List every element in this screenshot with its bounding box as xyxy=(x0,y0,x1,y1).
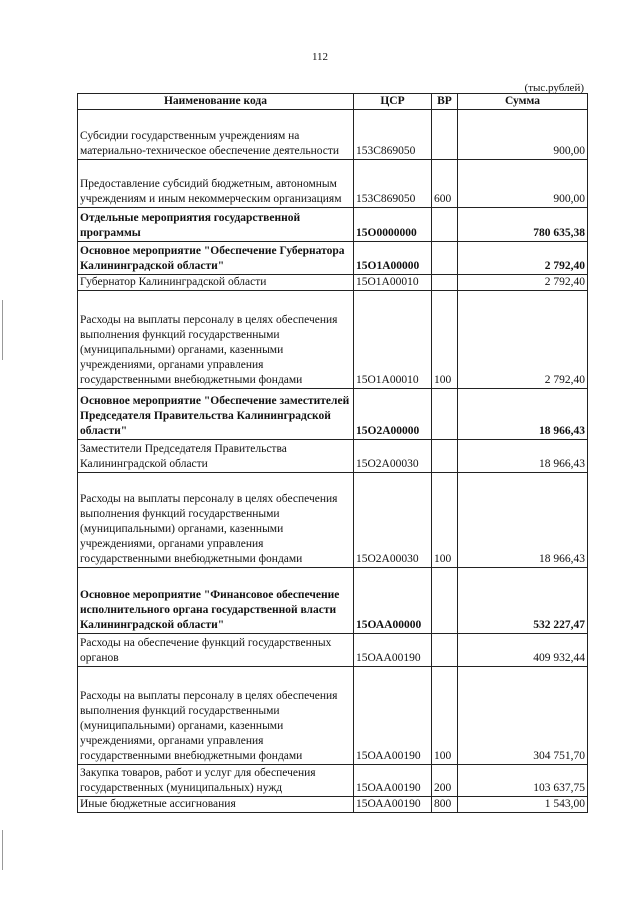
row-sum: 2 792,40 xyxy=(458,291,588,389)
header-name: Наименование кода xyxy=(78,94,354,110)
row-name: Иные бюджетные ассигнования xyxy=(78,797,354,813)
row-sum: 409 932,44 xyxy=(458,634,588,667)
header-sum: Сумма xyxy=(458,94,588,110)
row-csr: 15О0000000 xyxy=(354,208,432,242)
table-row xyxy=(78,568,588,634)
row-csr: 15ОАА00190 xyxy=(354,667,432,765)
row-sum: 532 227,47 xyxy=(458,568,588,634)
scan-edge-mark xyxy=(2,300,3,360)
row-sum: 900,00 xyxy=(458,110,588,160)
table-row xyxy=(78,160,588,208)
row-sum: 900,00 xyxy=(458,160,588,208)
budget-table xyxy=(77,93,588,813)
row-name: Расходы на обеспечение функций государственных органов xyxy=(78,634,354,667)
row-name: Расходы на выплаты персоналу в целях обеспечения выполнения функций государственными (муниципальными) органами, казенными учреждениями, органами управления государственными внебюджетными фондами xyxy=(78,473,354,568)
row-vr xyxy=(432,208,458,242)
row-csr: 153С869050 xyxy=(354,160,432,208)
table-row xyxy=(78,275,588,291)
row-name: Губернатор Калининградской области xyxy=(78,275,354,291)
row-vr: 100 xyxy=(432,667,458,765)
row-sum: 1 543,00 xyxy=(458,797,588,813)
row-csr: 15О2А00000 xyxy=(354,389,432,440)
row-csr: 15О1А00000 xyxy=(354,242,432,275)
row-vr xyxy=(432,634,458,667)
row-csr: 15О2А00030 xyxy=(354,473,432,568)
row-vr: 800 xyxy=(432,797,458,813)
row-csr: 15О2А00030 xyxy=(354,440,432,473)
row-name: Закупка товаров, работ и услуг для обеспечения государственных (муниципальных) нужд xyxy=(78,765,354,797)
table-header-row xyxy=(78,94,588,110)
table-row xyxy=(78,667,588,765)
table-row xyxy=(78,291,588,389)
row-sum: 18 966,43 xyxy=(458,473,588,568)
row-vr xyxy=(432,110,458,160)
row-sum: 2 792,40 xyxy=(458,275,588,291)
row-name: Расходы на выплаты персоналу в целях обеспечения выполнения функций государственными (муниципальными) органами, казенными учреждениями, органами управления государственными внебюджетными фондами xyxy=(78,667,354,765)
header-csr: ЦСР xyxy=(354,94,432,110)
row-vr xyxy=(432,242,458,275)
header-vr: ВР xyxy=(432,94,458,110)
table-row xyxy=(78,473,588,568)
row-name: Основное мероприятие "Обеспечение Губернатора Калининградской области" xyxy=(78,242,354,275)
scan-edge-mark xyxy=(2,830,3,870)
row-name: Заместители Председателя Правительства Калининградской области xyxy=(78,440,354,473)
row-vr xyxy=(432,389,458,440)
row-name: Отдельные мероприятия государственной программы xyxy=(78,208,354,242)
row-sum: 304 751,70 xyxy=(458,667,588,765)
table-row xyxy=(78,110,588,160)
row-name: Предоставление субсидий бюджетным, автономным учреждениям и иным некоммерческим организациям xyxy=(78,160,354,208)
table-row xyxy=(78,208,588,242)
row-vr: 200 xyxy=(432,765,458,797)
row-csr: 15ОАА00190 xyxy=(354,797,432,813)
row-csr: 15О1А00010 xyxy=(354,291,432,389)
row-vr xyxy=(432,440,458,473)
row-sum: 103 637,75 xyxy=(458,765,588,797)
row-sum: 18 966,43 xyxy=(458,389,588,440)
row-sum: 18 966,43 xyxy=(458,440,588,473)
row-sum: 780 635,38 xyxy=(458,208,588,242)
row-vr: 600 xyxy=(432,160,458,208)
row-csr: 153С869050 xyxy=(354,110,432,160)
table-row xyxy=(78,242,588,275)
table-row xyxy=(78,634,588,667)
row-vr xyxy=(432,275,458,291)
row-name: Основное мероприятие "Обеспечение заместителей Председателя Правительства Калининградской области" xyxy=(78,389,354,440)
row-name: Основное мероприятие "Финансовое обеспечение исполнительного органа государственной власти Калининградской области" xyxy=(78,568,354,634)
row-vr xyxy=(432,568,458,634)
row-sum: 2 792,40 xyxy=(458,242,588,275)
row-vr: 100 xyxy=(432,473,458,568)
row-csr: 15ОАА00190 xyxy=(354,634,432,667)
row-vr: 100 xyxy=(432,291,458,389)
row-csr: 15ОАА00000 xyxy=(354,568,432,634)
row-name: Субсидии государственным учреждениям на материально-техническое обеспечение деятельности xyxy=(78,110,354,160)
row-csr: 15О1А00010 xyxy=(354,275,432,291)
row-csr: 15ОАА00190 xyxy=(354,765,432,797)
page-number: 112 xyxy=(311,51,329,63)
table-row xyxy=(78,765,588,797)
table-row xyxy=(78,440,588,473)
units-label: (тыс.рублей) xyxy=(524,82,584,94)
row-name: Расходы на выплаты персоналу в целях обеспечения выполнения функций государственными (муниципальными) органами, казенными учреждениями, органами управления государственными внебюджетными фондами xyxy=(78,291,354,389)
table-row xyxy=(78,797,588,813)
table-row xyxy=(78,389,588,440)
